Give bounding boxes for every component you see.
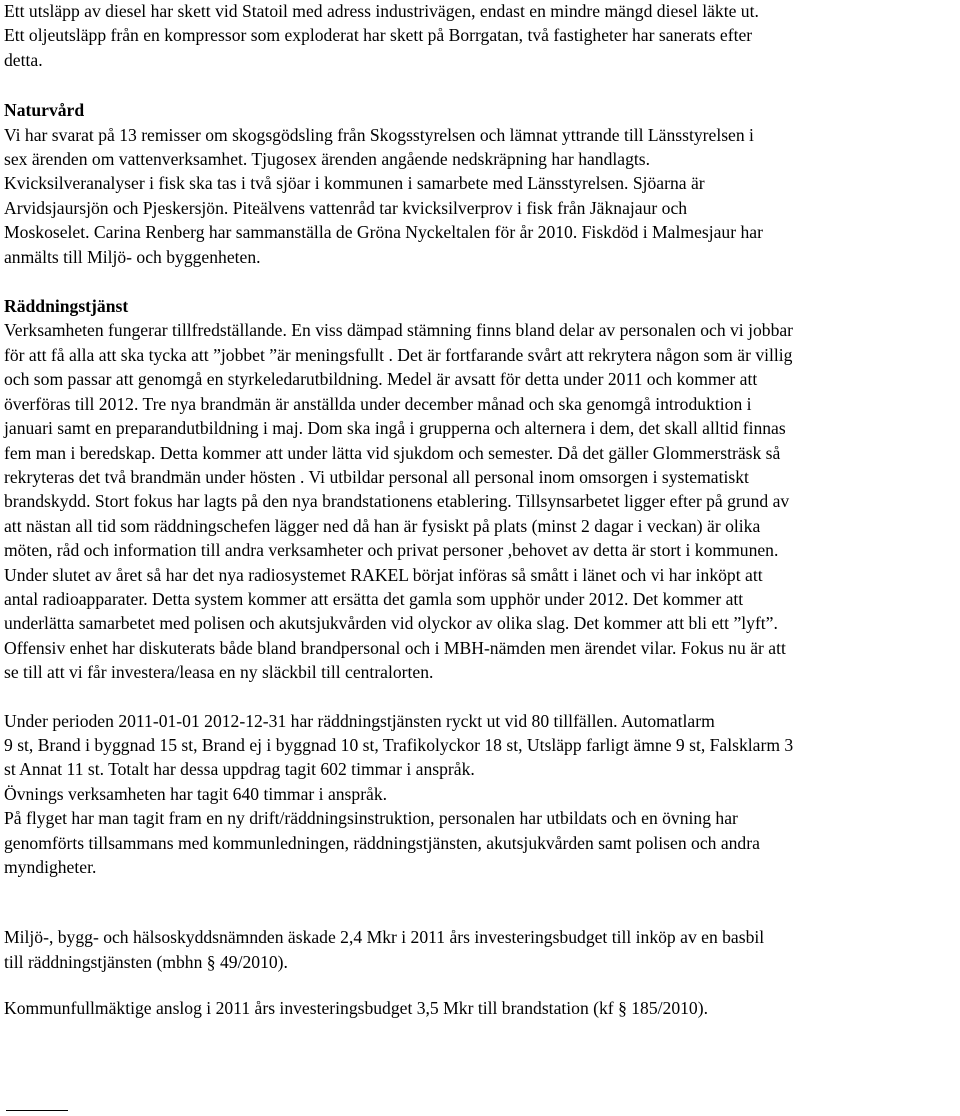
raddningstjanst-paragraph: Verksamheten fungerar tillfredställande. En viss dämpad stämning finns bland delar av personalen och vi jobbar för att få alla att ska tycka att ”jobbet ”är meningsfullt . Det är fortfarande svårt att rekrytera någon som är villig och som passar att genomgå en styrkeledarutbildning. Medel är avsatt för detta under 2011 och kommer att överföras till 2012. Tre nya brandmän är anställda under december månad och ska genomgå introduktion i januari samt en preparandutbildning i maj. Dom ska ingå i grupperna och alternera i dem, det skall alltid finnas fem man i beredskap. Detta kommer att under lätta vid sjukdom och semester. Då det gäller Glommersträsk så rekryteras det två brandmän under hösten . Vi utbildar personal all personal inom omsorgen i systematiskt brandskydd. Stort fokus har lagts på den nya brandstationens etablering. Tillsynsarbetet ligger efter på grund av att nästan all tid som räddningschefen lägger ned då han är fysiskt på plats (minst 2 dagar i veckan) är olika möten, råd och information till andra verksamheter och privat personer ,behovet av detta är stort i kommunen. Under slutet av året så har det nya radiosystemet RAKEL börjat införas så smått i länet och vi har inköpt att antal radioapparater. Detta system kommer att ersätta det gamla som upphör under 2012. Det kommer att underlätta samarbetet med polisen och akutsjukvården vid olyckor av olika slag. Det kommer att bli ett ”lyft”. Offensiv enhet har diskuterats både bland brandpersonal och i MBH-nämden men ärendet vilar. Fokus nu är att se till att vi får investera/leasa en ny släckbil till centralorten. [4, 320, 794, 683]
raddningstjanst-heading: Räddningstjänst [4, 296, 129, 317]
mbhn-paragraph: Miljö-, bygg- och hälsoskyddsnämnden äskade 2,4 Mkr i 2011 års investeringsbudget till inköp av en basbil till räddningstjänsten (mbhn § 49/2010). [4, 927, 765, 972]
intro-paragraph: Ett utsläpp av diesel har skett vid Statoil med adress industrivägen, endast en mindre mängd diesel läkte ut. Ett oljeutsläpp från en kompressor som exploderat har skett på Borrgatan, två fastigheter har sanerats efter detta. [4, 1, 759, 70]
naturvard-heading: Naturvård [4, 100, 85, 121]
period-paragraph: Under perioden 2011-01-01 2012-12-31 har räddningstjänsten ryckt ut vid 80 tillfällen. Automatlarm 9 st, Brand i byggnad 15 st, Brand ej i byggnad 10 st, Trafikolyckor 18 st, Utsläpp farligt ämne 9 st, Falsklarm 3 st Annat 11 st. Totalt har dessa uppdrag tagit 602 timmar i anspråk. Övnings verksamheten har tagit 640 timmar i anspråk. På flyget har man tagit fram en ny drift/räddningsinstruktion, personalen har utbildats och en övning har genomförts tillsammans med kommunledningen, räddningstjänsten, akutsjukvården samt polisen och andra myndigheter. [4, 710, 794, 877]
footnote-rule [6, 1110, 68, 1111]
kf-paragraph: Kommunfullmäktige anslog i 2011 års investeringsbudget 3,5 Mkr till brandstation (kf § 185/2010). [4, 998, 708, 1019]
document-page [4, 0, 958, 1021]
naturvard-paragraph: Vi har svarat på 13 remisser om skogsgödsling från Skogsstyrelsen och lämnat yttrande till Länsstyrelsen i sex ärenden om vattenverksamhet. Tjugosex ärenden angående nedskräpning har handlagts. Kvicksilveranalyser i fisk ska tas i två sjöar i kommunen i samarbete med Länsstyrelsen. Sjöarna är Arvidsjaursjön och Pjeskersjön. Piteälvens vattenråd tar kvicksilverprov i fisk från Jäknajaur och Moskoselet. Carina Renberg har sammanställa de Gröna Nyckeltalen för år 2010. Fiskdöd i Malmesjaur har anmälts till Miljö- och byggenheten. [4, 124, 763, 267]
